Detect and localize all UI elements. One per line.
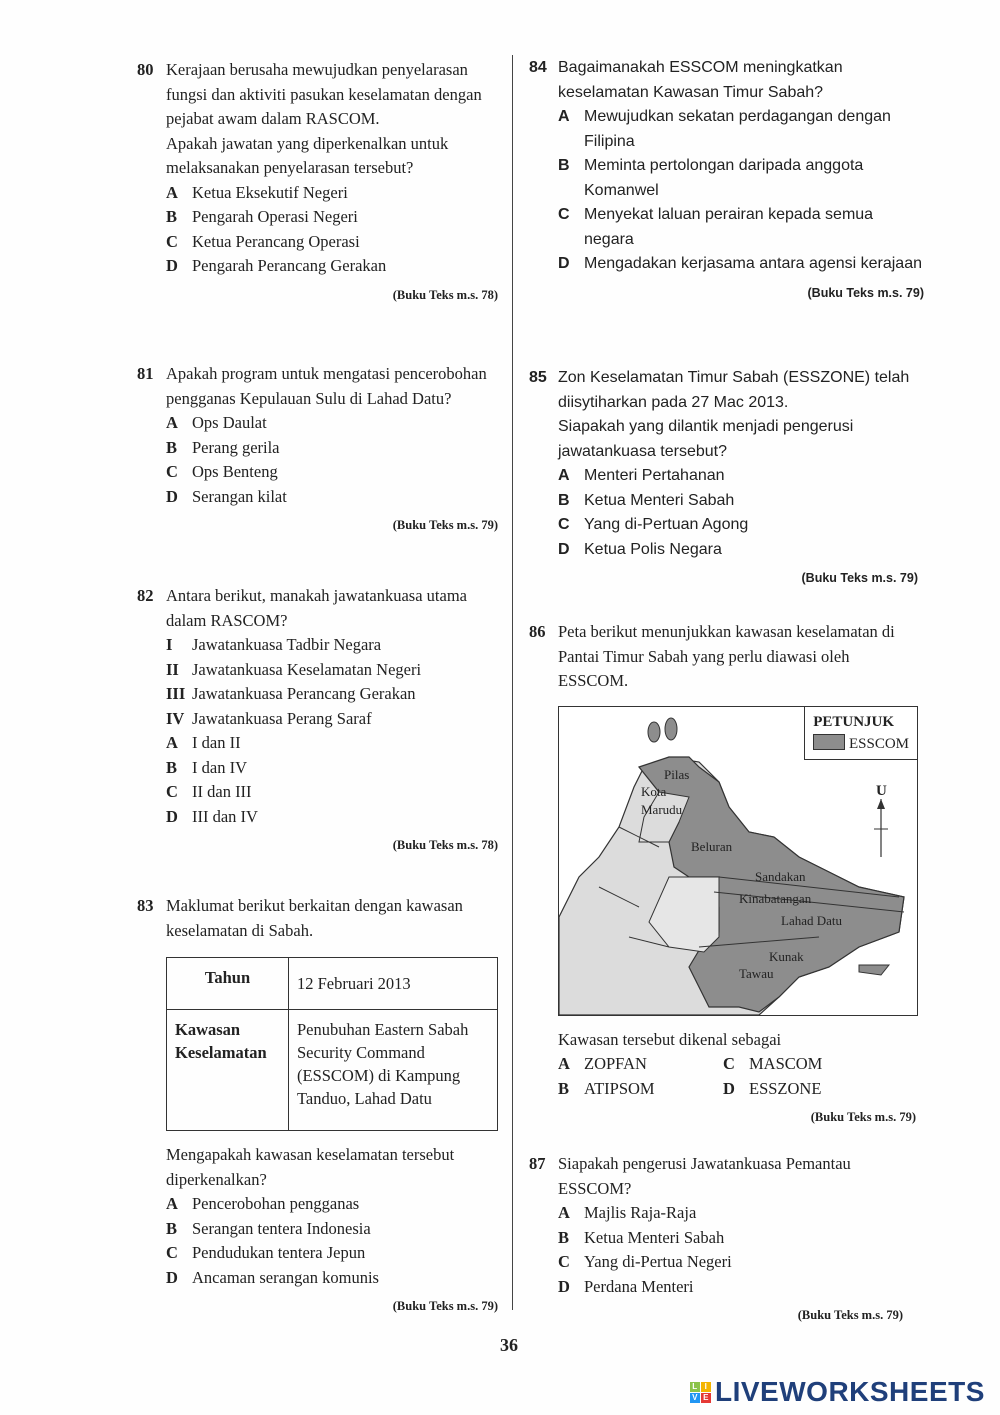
- option-text: I dan II: [192, 733, 241, 752]
- question-stem: Maklumat berikut berkaitan dengan kawasan keselamatan di Sabah.: [166, 896, 463, 940]
- option-text: Yang di-Pertuan Agong: [584, 516, 749, 533]
- logo-tile: E: [701, 1393, 711, 1403]
- statement-text: Jawatankuasa Perang Saraf: [192, 708, 372, 728]
- question-stem: Apakah program untuk mengatasi pencerobohan pengganas Kepulauan Sulu di Lahad Datu?: [166, 364, 487, 408]
- option-text: Pencerobohan pengganas: [192, 1194, 360, 1213]
- statement-text: Jawatankuasa Keselamatan Negeri: [192, 659, 422, 679]
- island: [665, 718, 677, 740]
- option-text: Ketua Polis Negara: [584, 540, 722, 558]
- option-text: Serangan tentera Indonesia: [192, 1218, 371, 1238]
- option-c[interactable]: [558, 203, 924, 252]
- option-letter: C: [166, 462, 178, 481]
- option-text: I dan IV: [192, 757, 247, 777]
- map-label: Tawau: [739, 965, 774, 981]
- option-b[interactable]: [558, 154, 924, 203]
- option-b[interactable]: [558, 489, 918, 514]
- option-b[interactable]: [166, 205, 498, 230]
- statement-numeral: IV: [166, 708, 185, 728]
- textbook-reference: (Buku Teks m.s. 79): [801, 571, 918, 585]
- question-81: [137, 362, 498, 538]
- statement-3: [166, 682, 498, 707]
- option-c[interactable]: [723, 1052, 903, 1077]
- map-label: Beluran: [691, 838, 733, 854]
- map-legend: [804, 707, 917, 760]
- sabah-map: [558, 706, 918, 1016]
- option-letter: D: [166, 256, 178, 275]
- option-text: Majlis Raja-Raja: [584, 1203, 697, 1222]
- option-text: Ketua Menteri Sabah: [584, 491, 735, 509]
- logo-tile: I: [701, 1382, 711, 1392]
- north-label: U: [876, 782, 887, 799]
- option-b[interactable]: [166, 756, 498, 781]
- question-87: [529, 1152, 903, 1328]
- map-label: Kunak: [769, 948, 804, 964]
- question-number: 85: [529, 369, 547, 386]
- table-cell: Penubuhan Eastern Sabah Security Command (ESSCOM) di Kampung Tanduo, Lahad Datu: [289, 1010, 498, 1131]
- textbook-reference: (Buku Teks m.s. 78): [392, 838, 498, 852]
- option-text: Perdana Menteri: [584, 1276, 694, 1296]
- option-a[interactable]: [558, 464, 918, 489]
- option-letter: C: [558, 1252, 570, 1271]
- question-number: 83: [137, 896, 154, 915]
- textbook-reference: (Buku Teks m.s. 78): [392, 287, 498, 302]
- question-80: [137, 58, 498, 307]
- option-letter: C: [166, 231, 178, 251]
- option-letter: C: [558, 516, 570, 533]
- question-stem: Siapakah pengerusi Jawatankuasa Pemantau ESSCOM?: [558, 1154, 851, 1198]
- question-number: 81: [137, 364, 154, 383]
- option-text: ZOPFAN: [584, 1054, 647, 1073]
- option-text: MASCOM: [749, 1054, 823, 1073]
- option-d[interactable]: [166, 805, 498, 830]
- option-text: Yang di-Pertua Negeri: [584, 1252, 732, 1271]
- statement-2: [166, 658, 498, 683]
- table-row: [167, 1010, 498, 1131]
- question-prompt: Apakah jawatan yang diperkenalkan untuk melaksanakan penyelarasan tersebut?: [166, 133, 449, 177]
- map-label: Kinabatangan: [739, 890, 812, 906]
- question-84: [529, 56, 924, 305]
- question-prompt: Siapakah yang dilantik menjadi pengerusi jawatankuasa tersebut?: [558, 418, 854, 460]
- option-letter: D: [558, 255, 570, 272]
- option-d[interactable]: [558, 538, 918, 563]
- option-text: Menteri Pertahanan: [584, 467, 725, 484]
- textbook-reference: (Buku Teks m.s. 79): [392, 518, 498, 532]
- options-grid: [558, 1052, 916, 1101]
- option-letter: B: [166, 757, 178, 777]
- option-d[interactable]: [166, 485, 498, 510]
- option-text: Ketua Eksekutif Negeri: [192, 182, 348, 202]
- option-c[interactable]: [558, 513, 918, 538]
- option-letter: C: [166, 1243, 178, 1262]
- island: [648, 722, 660, 742]
- textbook-reference: (Buku Teks m.s. 79): [807, 285, 924, 300]
- option-text: II dan III: [192, 782, 252, 801]
- option-letter: B: [558, 1227, 570, 1247]
- logo-tile: V: [690, 1393, 700, 1403]
- liveworksheets-logo[interactable]: [690, 1376, 985, 1408]
- option-letter: B: [558, 157, 570, 174]
- legend-item: [813, 733, 909, 755]
- option-letter: A: [166, 733, 178, 752]
- question-83: [137, 894, 498, 1319]
- option-b[interactable]: [166, 436, 498, 461]
- statement-numeral: III: [166, 684, 186, 703]
- question-stem: Peta berikut menunjukkan kawasan keselamatan di Pantai Timur Sabah yang perlu diawasi oleh ESSCOM.: [558, 622, 895, 690]
- statement-numeral: I: [166, 635, 173, 654]
- logo-tile: L: [690, 1382, 700, 1392]
- question-number: 86: [529, 622, 546, 641]
- option-letter: C: [558, 206, 570, 223]
- map-label: Lahad Datu: [781, 912, 843, 928]
- table-header: Kawasan Keselamatan: [167, 1010, 289, 1131]
- statement-text: Jawatankuasa Perancang Gerakan: [192, 684, 416, 703]
- statement-1: [166, 633, 498, 658]
- option-c[interactable]: [166, 460, 498, 485]
- table-row: [167, 958, 498, 1010]
- option-a[interactable]: [558, 1052, 723, 1077]
- option-text: Pengarah Operasi Negeri: [192, 207, 358, 226]
- option-letter: A: [166, 182, 178, 202]
- option-letter: D: [558, 540, 570, 558]
- option-text: ESSZONE: [749, 1078, 822, 1098]
- legend-title: PETUNJUK: [813, 713, 895, 730]
- legend-swatch: [813, 734, 845, 750]
- option-a[interactable]: [166, 181, 498, 206]
- option-letter: C: [166, 782, 178, 801]
- question-prompt: Mengapakah kawasan keselamatan tersebut diperkenalkan?: [166, 1145, 455, 1189]
- option-text: Ancaman serangan komunis: [192, 1267, 379, 1287]
- question-number: 87: [529, 1154, 546, 1173]
- logo-text: LIVEWORKSHEETS: [715, 1376, 985, 1407]
- option-letter: D: [723, 1078, 735, 1098]
- question-82: [137, 584, 498, 858]
- option-b[interactable]: [166, 1217, 498, 1242]
- option-letter: B: [558, 491, 570, 509]
- option-letter: A: [166, 1194, 178, 1213]
- option-a[interactable]: [558, 1201, 903, 1226]
- option-letter: A: [558, 467, 570, 484]
- option-d[interactable]: [558, 252, 924, 277]
- question-85: [529, 366, 918, 591]
- option-text: III dan IV: [192, 806, 258, 826]
- info-table: [166, 957, 498, 1131]
- option-text: Mewujudkan sekatan perdagangan dengan Filipina: [584, 108, 891, 150]
- option-c[interactable]: [166, 780, 498, 805]
- table-header: Tahun: [167, 958, 289, 1010]
- option-letter: B: [558, 1078, 570, 1098]
- statement-numeral: II: [166, 659, 179, 679]
- option-text: Ketua Menteri Sabah: [584, 1227, 725, 1247]
- map-label: Pilas: [664, 766, 690, 782]
- option-text: Pendudukan tentera Jepun: [192, 1243, 366, 1262]
- option-text: ATIPSOM: [584, 1078, 655, 1098]
- option-c[interactable]: [558, 1250, 903, 1275]
- option-text: Perang gerila: [192, 437, 280, 457]
- question-86: [529, 620, 916, 1130]
- textbook-reference: (Buku Teks m.s. 79): [810, 1110, 916, 1124]
- option-d[interactable]: [723, 1077, 903, 1102]
- option-b[interactable]: [558, 1226, 903, 1251]
- textbook-reference: (Buku Teks m.s. 79): [392, 1299, 498, 1313]
- option-text: Meminta pertolongan daripada anggota Komanwel: [584, 157, 864, 199]
- option-letter: B: [166, 437, 178, 457]
- question-number: 82: [137, 586, 154, 605]
- question-number: 80: [137, 60, 154, 79]
- option-letter: A: [558, 108, 570, 125]
- textbook-reference: (Buku Teks m.s. 79): [797, 1308, 903, 1322]
- question-stem: Kerajaan berusaha mewujudkan penyelarasan fungsi dan aktiviti pasukan keselamatan dengan pejabat awam dalam RASCOM.: [166, 60, 482, 128]
- option-a[interactable]: [166, 411, 498, 436]
- option-letter: A: [558, 1054, 570, 1073]
- option-d[interactable]: [166, 254, 498, 279]
- page-number: 36: [500, 1335, 518, 1355]
- option-c[interactable]: [166, 230, 498, 255]
- map-label: Sandakan: [755, 868, 806, 884]
- option-letter: D: [166, 1267, 178, 1287]
- option-letter: B: [166, 1218, 178, 1238]
- question-stem: Zon Keselamatan Timur Sabah (ESSZONE) telah diisytiharkan pada 27 Mac 2013.: [558, 369, 910, 411]
- question-number: 84: [529, 59, 547, 76]
- option-text: Menyekat laluan perairan kepada semua negara: [584, 206, 874, 248]
- question-stem: Bagaimanakah ESSCOM meningkatkan keselamatan Kawasan Timur Sabah?: [558, 59, 843, 101]
- option-letter: A: [166, 413, 178, 432]
- table-cell: 12 Februari 2013: [289, 958, 498, 1010]
- island: [859, 965, 889, 975]
- option-a[interactable]: [166, 1192, 498, 1217]
- option-text: Ops Benteng: [192, 462, 278, 481]
- option-b[interactable]: [558, 1077, 723, 1102]
- option-text: Mengadakan kerjasama antara agensi kerajaan: [584, 255, 922, 272]
- column-divider: [512, 55, 513, 1310]
- option-a[interactable]: [558, 105, 924, 154]
- question-stem: Antara berikut, manakah jawatankuasa utama dalam RASCOM?: [166, 586, 467, 630]
- logo-tiles-icon: [690, 1382, 711, 1403]
- option-d[interactable]: [166, 1266, 498, 1291]
- option-text: Serangan kilat: [192, 486, 287, 506]
- option-letter: D: [558, 1276, 570, 1296]
- option-c[interactable]: [166, 1241, 498, 1266]
- option-letter: D: [166, 806, 178, 826]
- option-text: Ops Daulat: [192, 413, 267, 432]
- option-letter: C: [723, 1054, 735, 1073]
- option-text: Pengarah Perancang Gerakan: [192, 256, 387, 275]
- option-letter: B: [166, 207, 178, 226]
- option-a[interactable]: [166, 731, 498, 756]
- legend-label: ESSCOM: [848, 735, 909, 752]
- option-letter: A: [558, 1203, 570, 1222]
- option-letter: D: [166, 486, 178, 506]
- statement-text: Jawatankuasa Tadbir Negara: [192, 635, 382, 654]
- option-d[interactable]: [558, 1275, 903, 1300]
- statement-4: [166, 707, 498, 732]
- map-label: Kota Marudu: [641, 783, 683, 817]
- question-prompt: Kawasan tersebut dikenal sebagai: [558, 1029, 782, 1049]
- option-text: Ketua Perancang Operasi: [192, 231, 360, 251]
